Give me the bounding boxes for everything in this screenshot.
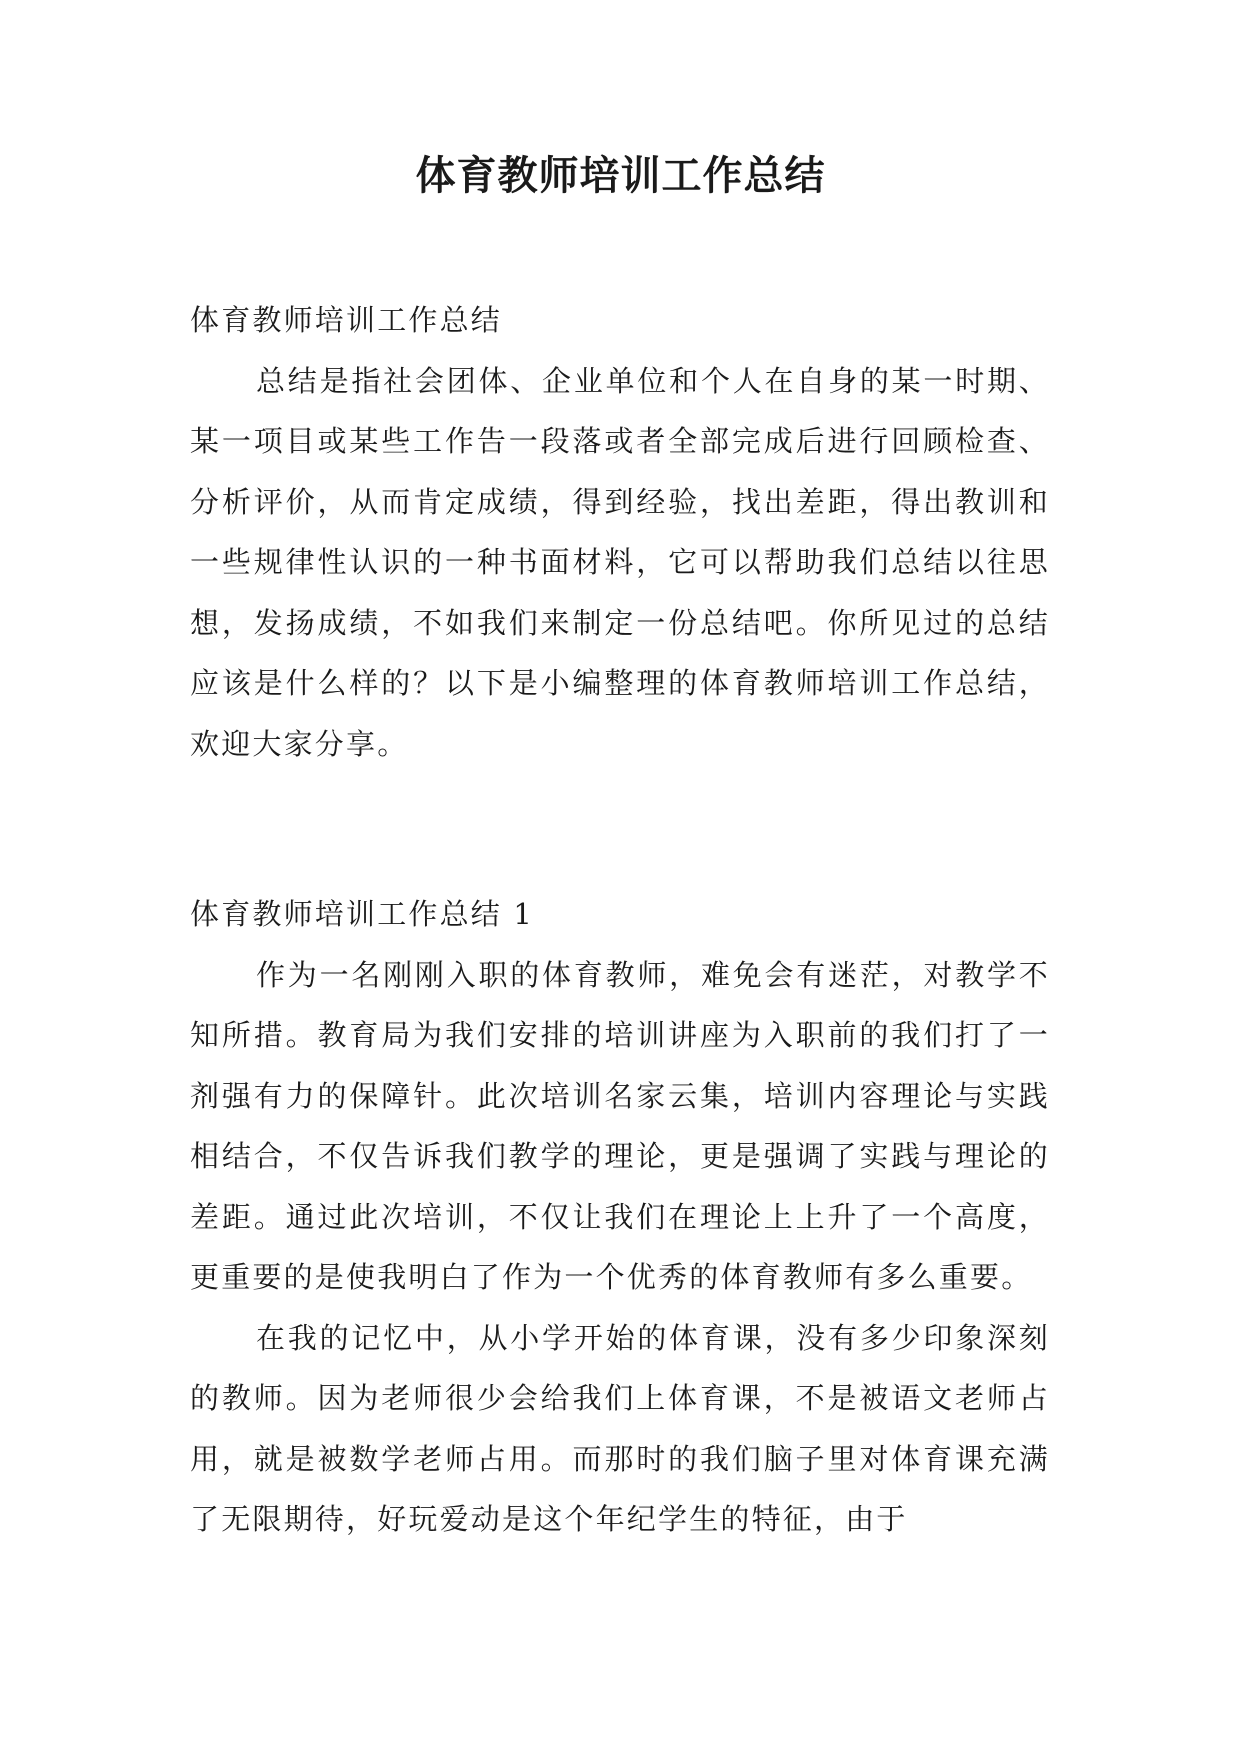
section1-heading: 体育教师培训工作总结 1 (190, 897, 535, 931)
section-spacer (190, 774, 1050, 884)
intro-paragraph: 总结是指社会团体、企业单位和个人在自身的某一时期、某一项目或某些工作告一段落或者全部完成后进行回顾检查、分析评价，从而肯定成绩，得到经验，找出差距，得出教训和一些规律性认识的一种书面材料，它可以帮助我们总结以往思想，发扬成绩，不如我们来制定一份总结吧。你所见过的总结应该是什么样的？以下是小编整理的体育教师培训工作总结，欢迎大家分享。 (190, 363, 1050, 761)
section1-paragraph-1: 作为一名刚刚入职的体育教师，难免会有迷茫，对教学不知所措。教育局为我们安排的培训讲座为入职前的我们打了一剂强有力的保障针。此次培训名家云集，培训内容理论与实践相结合，不仅告诉我们教学的理论，更是强调了实践与理论的差距。通过此次培训，不仅让我们在理论上上升了一个高度，更重要的是使我明白了作为一个优秀的体育教师有多么重要。 (190, 957, 1050, 1294)
section1-paragraph-2: 在我的记忆中，从小学开始的体育课，没有多少印象深刻的教师。因为老师很少会给我们上体育课，不是被语文老师占用，就是被数学老师占用。而那时的我们脑子里对体育课充满了无限期待，好玩爱动是这个年纪学生的特征，由于 (190, 1320, 1050, 1536)
document-body (190, 290, 1050, 1550)
document-title: 体育教师培训工作总结 (415, 153, 826, 199)
intro-heading: 体育教师培训工作总结 (190, 303, 503, 337)
